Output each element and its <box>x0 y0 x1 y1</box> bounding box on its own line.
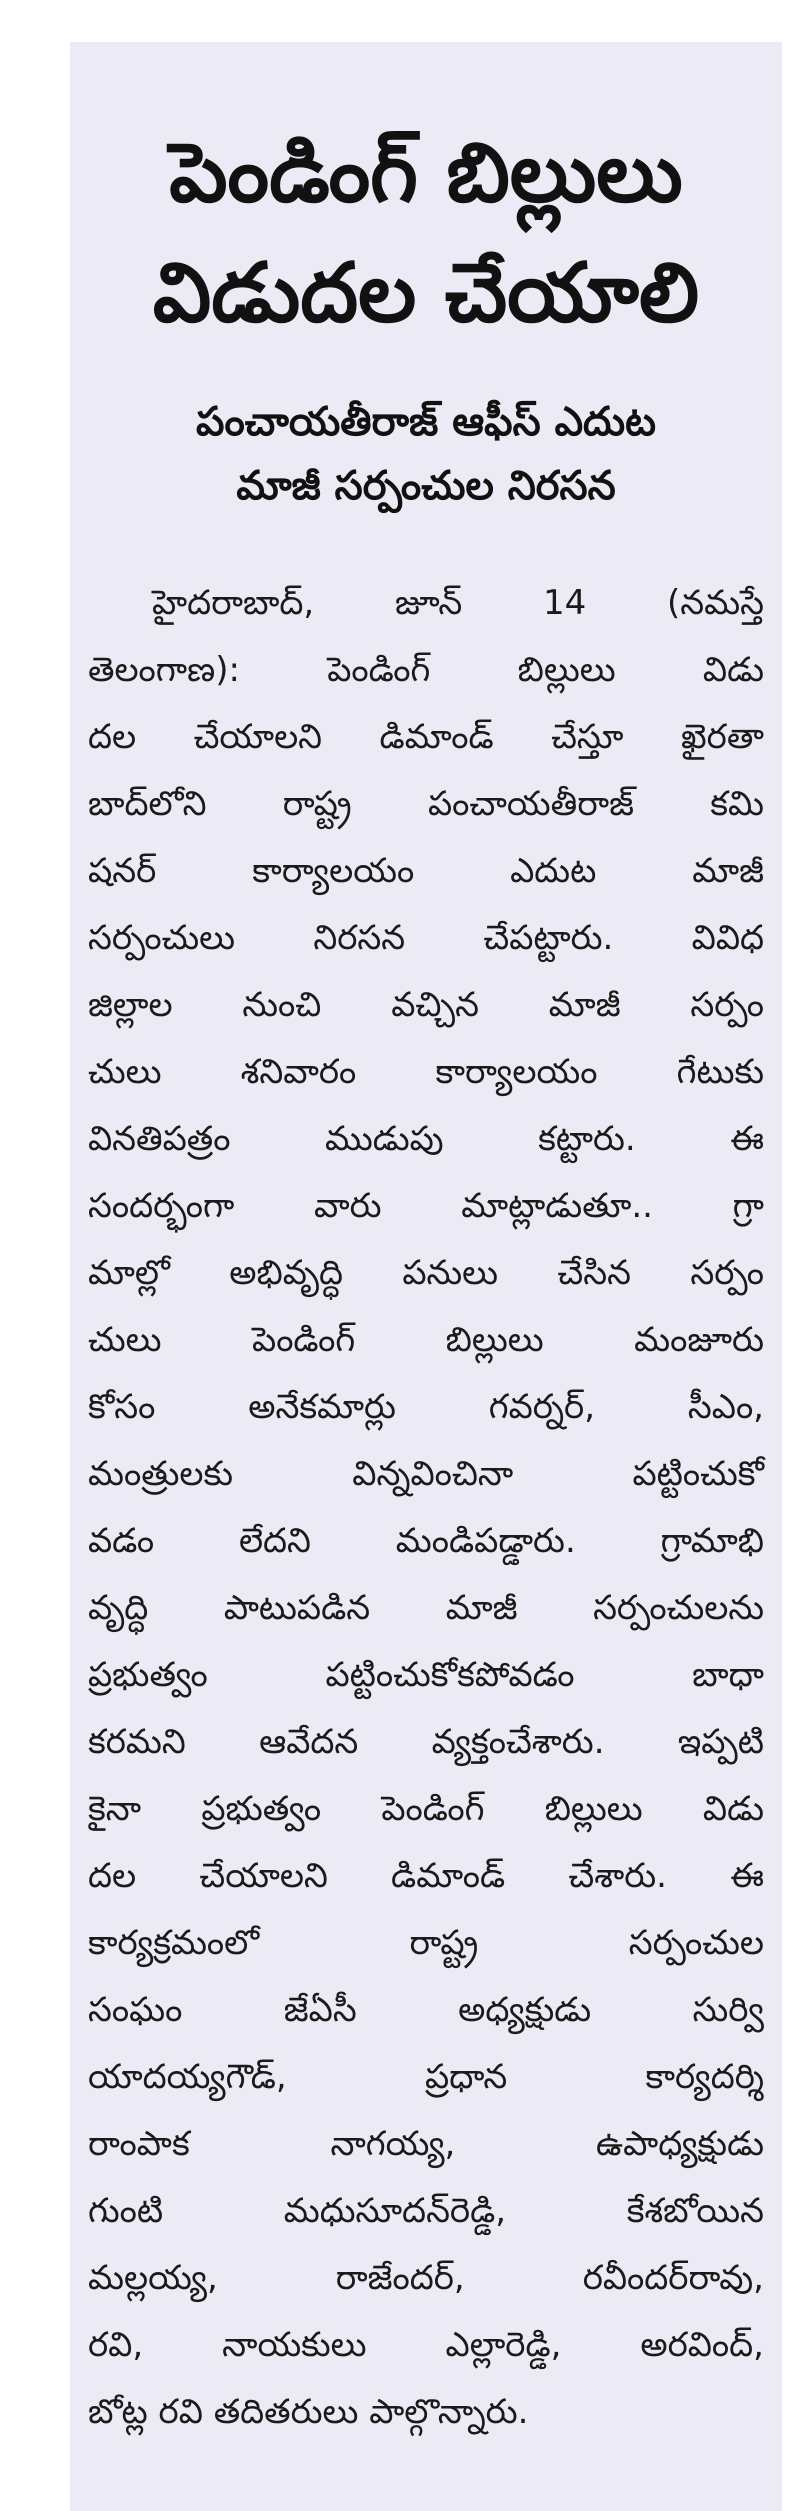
body-line: యాదయ్యగౌడ్, ప్రధాన కార్యదర్శి <box>88 2057 764 2097</box>
body-line: రాంపాక నాగయ్య, ఉపాధ్యక్షుడు <box>88 2124 764 2164</box>
body-line: కోసం అనేకమార్లు గవర్నర్, సీఎం, <box>88 1387 764 1427</box>
body-line: గుంటి మధుసూదన్‌రెడ్డి, కేశబోయిన <box>88 2191 764 2231</box>
headline <box>70 114 782 354</box>
body-line: వృద్ధి పాటుపడిన మాజీ సర్పంచులను <box>88 1588 764 1628</box>
body-line: మల్లయ్య, రాజేందర్, రవీందర్‌రావు, <box>88 2258 764 2298</box>
body-line: రవి, నాయకులు ఎల్లారెడ్డి, అరవింద్, <box>88 2325 764 2365</box>
body-line: జిల్లాల నుంచి వచ్చిన మాజీ సర్పం <box>88 985 764 1025</box>
body-line: మంత్రులకు విన్నవించినా పట్టించుకో <box>88 1454 764 1494</box>
next-paragraph-fragment <box>70 2486 782 2511</box>
body-line: కరమని ఆవేదన వ్యక్తంచేశారు. ఇప్పటి <box>88 1722 764 1762</box>
body-line: ప్రభుత్వం పట్టించుకోకపోవడం బాధా <box>88 1655 764 1695</box>
headline-line-2: విడుదల చేయాలి <box>152 246 700 341</box>
body-line: సందర్భంగా వారు మాట్లాడుతూ.. గ్రా <box>88 1186 764 1226</box>
body-line: వడం లేదని మండిపడ్డారు. గ్రామాభి <box>88 1521 764 1561</box>
body-line: చులు పెండింగ్ బిల్లులు మంజూరు <box>88 1320 764 1360</box>
body-line: హైదరాబాద్, జూన్ 14 (నమస్తే <box>152 583 764 623</box>
body-line: షనర్ కార్యాలయం ఎదుట మాజీ <box>88 851 764 891</box>
subheadline-line-2: మాజీ సర్పంచుల నిరసన <box>236 463 616 509</box>
body-line: మాల్లో అభివృద్ధి పనులు చేసిన సర్పం <box>88 1253 764 1293</box>
subheadline <box>70 390 782 518</box>
subheadline-line-1: పంచాయతీరాజ్ ఆఫీస్ ఎదుట <box>196 399 656 445</box>
body-line: చులు శనివారం కార్యాలయం గేటుకు <box>88 1052 764 1092</box>
body-line: వినతిపత్రం ముడుపు కట్టారు. ఈ <box>88 1119 764 1159</box>
body-line: తెలంగాణ): పెండింగ్ బిల్లులు విడు <box>88 650 764 690</box>
body-line: బోట్ల రవి తదితరులు పాల్గొన్నారు. <box>88 2392 529 2432</box>
article-body <box>70 570 782 2446</box>
newspaper-clipping <box>70 42 782 2511</box>
body-line: దల చేయాలని డిమాండ్ చేశారు. ఈ <box>88 1856 764 1896</box>
body-line: బాద్‌లోని రాష్ట్ర పంచాయతీరాజ్ కమి <box>88 784 764 824</box>
body-line: దల చేయాలని డిమాండ్ చేస్తూ ఖైరతా <box>88 717 764 757</box>
body-line: సంఘం జేఏసీ అధ్యక్షుడు సుర్వి <box>88 1990 764 2030</box>
body-line: సర్పంచులు నిరసన చేపట్టారు. వివిధ <box>88 918 764 958</box>
headline-line-1: పెండింగ్ బిల్లులు <box>169 126 683 221</box>
body-line: కైనా ప్రభుత్వం పెండింగ్ బిల్లులు విడు <box>88 1789 764 1829</box>
body-line: కార్యక్రమంలో రాష్ట్ర సర్పంచుల <box>88 1923 764 1963</box>
